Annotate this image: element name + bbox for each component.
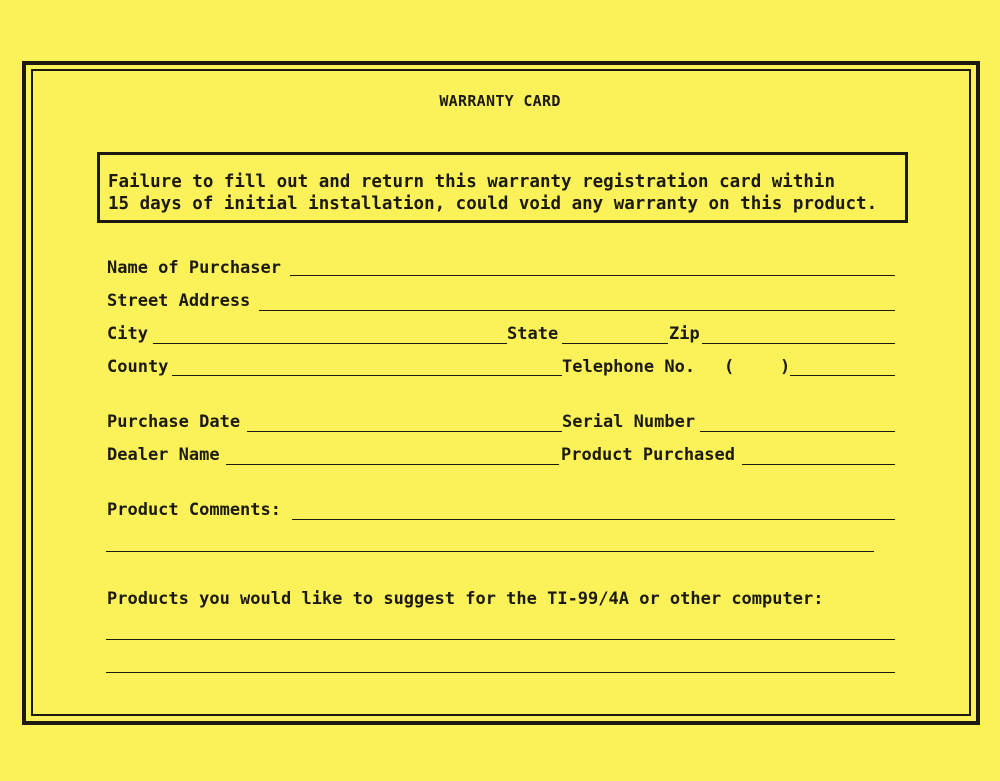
product-purchased-label: Product Purchased	[561, 445, 735, 465]
county-field[interactable]	[172, 375, 562, 376]
city-field[interactable]	[153, 343, 507, 344]
zip-label: Zip	[669, 324, 700, 344]
street-address-field[interactable]	[259, 310, 895, 311]
county-label: County	[107, 357, 169, 377]
telephone-area-open-paren: (	[724, 357, 735, 377]
serial-number-label: Serial Number	[562, 412, 696, 432]
notice-line-1: Failure to fill out and return this warranty registration card within	[108, 172, 835, 192]
dealer-name-field[interactable]	[226, 464, 559, 465]
product-purchased-field[interactable]	[742, 464, 895, 465]
purchase-date-label: Purchase Date	[107, 412, 241, 432]
telephone-area-close-paren: )	[780, 357, 791, 377]
city-label: City	[107, 324, 148, 344]
state-field[interactable]	[562, 343, 668, 344]
state-label: State	[507, 324, 559, 344]
name-of-purchaser-label: Name of Purchaser	[107, 258, 281, 278]
notice-line-2: 15 days of initial installation, could void any warranty on this product.	[108, 194, 878, 214]
suggestions-field-line-1[interactable]	[106, 639, 895, 640]
card-title: WARRANTY CARD	[439, 92, 561, 110]
telephone-field[interactable]	[790, 375, 895, 376]
suggestions-label: Products you would like to suggest for the TI-99/4A or other computer:	[107, 589, 824, 609]
dealer-name-label: Dealer Name	[107, 445, 220, 465]
product-comments-field-line-2[interactable]	[106, 551, 874, 552]
serial-number-field[interactable]	[700, 431, 895, 432]
purchase-date-field[interactable]	[247, 431, 562, 432]
zip-field[interactable]	[702, 343, 895, 344]
product-comments-field-line-1[interactable]	[292, 519, 895, 520]
street-address-label: Street Address	[107, 291, 251, 311]
name-of-purchaser-field[interactable]	[290, 275, 895, 276]
warranty-notice-box	[97, 152, 908, 223]
telephone-label: Telephone No.	[562, 357, 696, 377]
suggestions-field-line-2[interactable]	[106, 672, 895, 673]
product-comments-label: Product Comments:	[107, 500, 281, 520]
